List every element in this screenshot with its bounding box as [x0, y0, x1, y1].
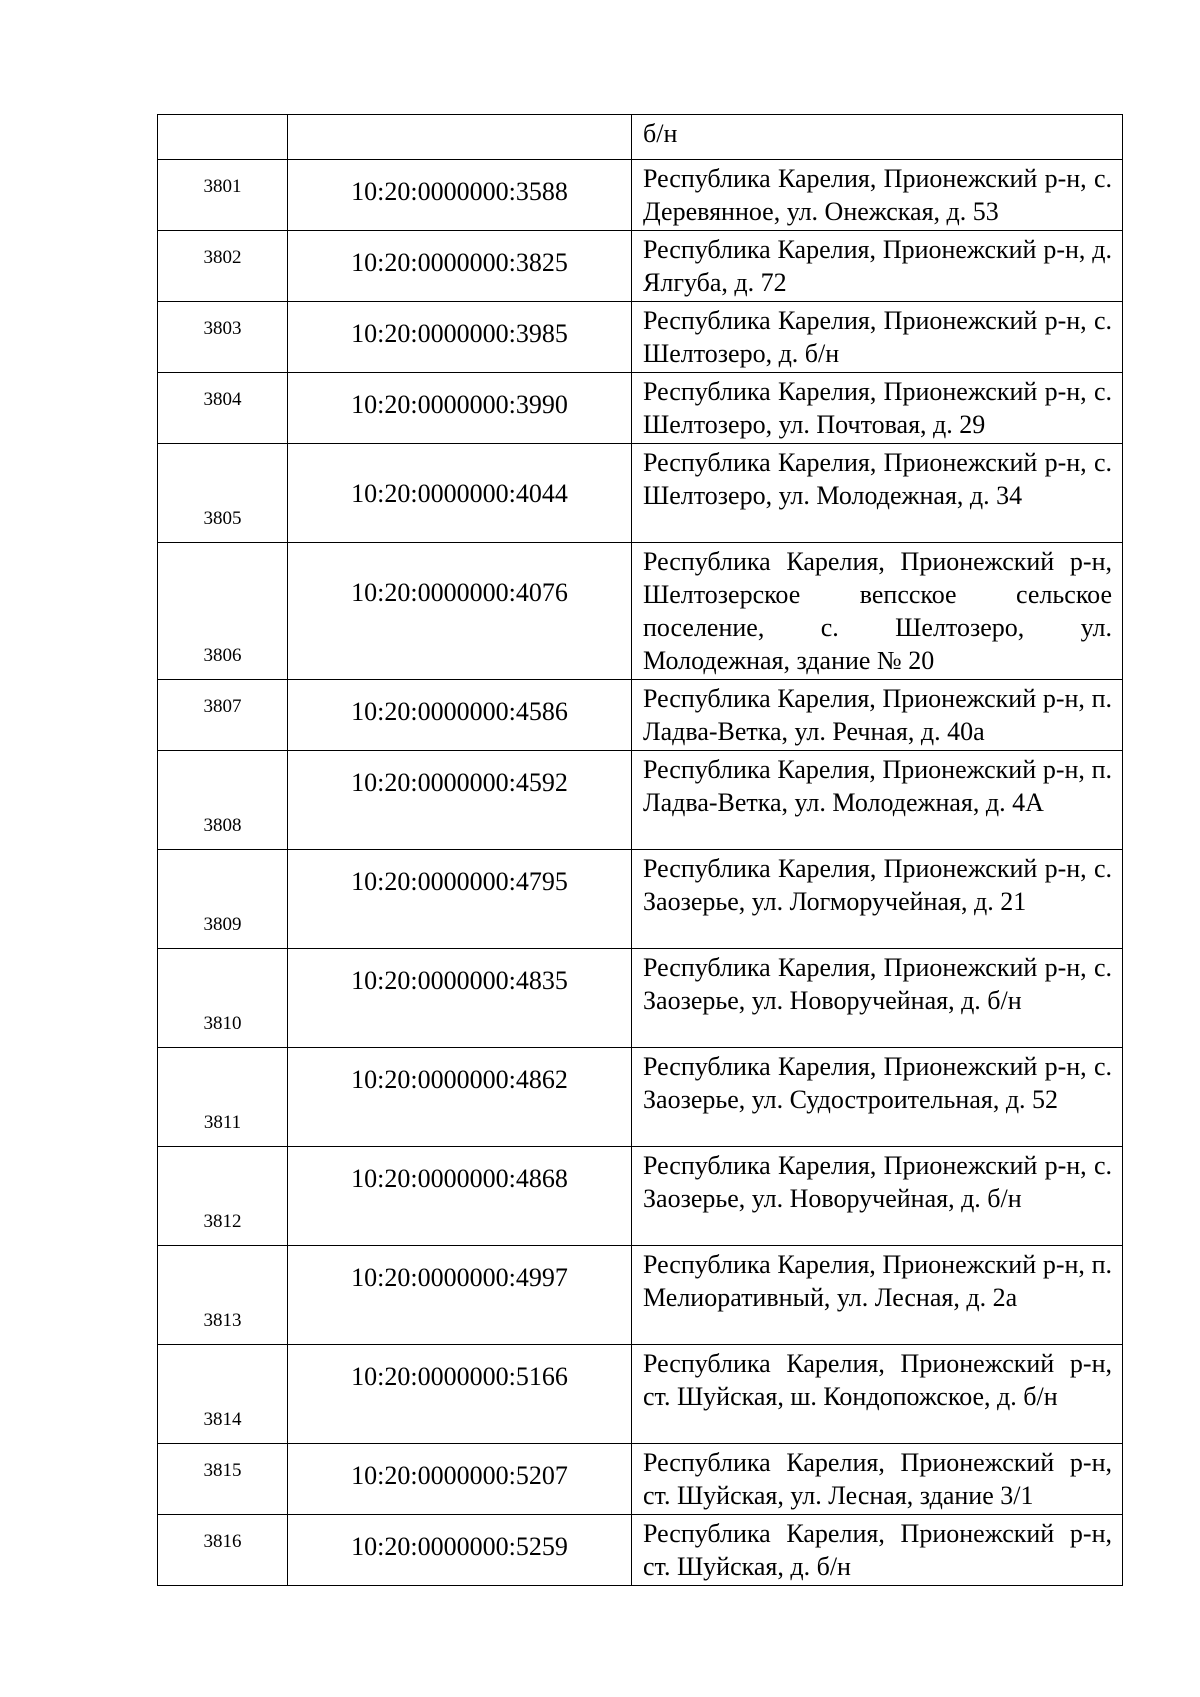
address-cell: б/н — [632, 115, 1123, 160]
cadastral-number-cell: 10:20:0000000:5207 — [288, 1444, 632, 1515]
cadastral-number-cell: 10:20:0000000:3990 — [288, 373, 632, 444]
table-row-continuation — [158, 115, 1123, 160]
cadastral-number-cell: 10:20:0000000:3985 — [288, 302, 632, 373]
address-cell: Республика Карелия, Прионежский р-н, п. Мелиоративный, ул. Лесная, д. 2а — [632, 1246, 1123, 1345]
table-row — [158, 1246, 1123, 1345]
table-row — [158, 373, 1123, 444]
row-number-cell: 3801 — [158, 160, 288, 231]
address-cell: Республика Карелия, Прионежский р-н, ст. Шуйская, д. б/н — [632, 1515, 1123, 1586]
cadastral-number-cell: 10:20:0000000:4862 — [288, 1048, 632, 1147]
row-number-cell: 3807 — [158, 680, 288, 751]
cadastral-number-cell: 10:20:0000000:3588 — [288, 160, 632, 231]
row-number-cell: 3804 — [158, 373, 288, 444]
address-cell: Республика Карелия, Прионежский р-н, с. Заозерье, ул. Судостроительная, д. 52 — [632, 1048, 1123, 1147]
row-number-cell: 3811 — [158, 1048, 288, 1147]
table-row — [158, 1515, 1123, 1586]
cadastral-number-cell — [288, 115, 632, 160]
row-number-cell: 3805 — [158, 444, 288, 543]
table-row — [158, 1345, 1123, 1444]
cadastral-number-cell: 10:20:0000000:5259 — [288, 1515, 632, 1586]
row-number-cell: 3812 — [158, 1147, 288, 1246]
table-row — [158, 444, 1123, 543]
address-cell: Республика Карелия, Прионежский р-н, с. Заозерье, ул. Логморучейная, д. 21 — [632, 850, 1123, 949]
address-cell: Республика Карелия, Прионежский р-н, с. Шелтозеро, д. б/н — [632, 302, 1123, 373]
cadastral-number-cell: 10:20:0000000:4795 — [288, 850, 632, 949]
row-number-cell: 3802 — [158, 231, 288, 302]
address-cell: Республика Карелия, Прионежский р-н, с. Шелтозеро, ул. Почтовая, д. 29 — [632, 373, 1123, 444]
address-cell: Республика Карелия, Прионежский р-н, п. Ладва-Ветка, ул. Речная, д. 40а — [632, 680, 1123, 751]
table-row — [158, 751, 1123, 850]
cadastral-number-cell: 10:20:0000000:4835 — [288, 949, 632, 1048]
address-cell: Республика Карелия, Прионежский р-н, с. Шелтозеро, ул. Молодежная, д. 34 — [632, 444, 1123, 543]
table-row — [158, 302, 1123, 373]
cadastral-number-cell: 10:20:0000000:4076 — [288, 543, 632, 680]
cadastral-number-cell: 10:20:0000000:3825 — [288, 231, 632, 302]
cadastral-number-cell: 10:20:0000000:5166 — [288, 1345, 632, 1444]
row-number-cell: 3814 — [158, 1345, 288, 1444]
cadastral-number-cell: 10:20:0000000:4044 — [288, 444, 632, 543]
table-row — [158, 1444, 1123, 1515]
row-number-cell: 3803 — [158, 302, 288, 373]
table-row — [158, 949, 1123, 1048]
address-cell: Республика Карелия, Прионежский р-н, ст. Шуйская, ш. Кондопожское, д. б/н — [632, 1345, 1123, 1444]
address-cell: Республика Карелия, Прионежский р-н, д. Ялгуба, д. 72 — [632, 231, 1123, 302]
row-number-cell: 3808 — [158, 751, 288, 850]
row-number-cell: 3813 — [158, 1246, 288, 1345]
row-number-cell: 3806 — [158, 543, 288, 680]
cadastral-number-cell: 10:20:0000000:4586 — [288, 680, 632, 751]
table-row — [158, 1048, 1123, 1147]
address-cell: Республика Карелия, Прионежский р-н, с. Деревянное, ул. Онежская, д. 53 — [632, 160, 1123, 231]
table-row — [158, 160, 1123, 231]
row-number-cell: 3810 — [158, 949, 288, 1048]
address-cell: Республика Карелия, Прионежский р-н, ст. Шуйская, ул. Лесная, здание 3/1 — [632, 1444, 1123, 1515]
address-cell: Республика Карелия, Прионежский р-н, с. Заозерье, ул. Новоручейная, д. б/н — [632, 1147, 1123, 1246]
row-number-cell: 3809 — [158, 850, 288, 949]
address-cell: Республика Карелия, Прионежский р-н, с. Заозерье, ул. Новоручейная, д. б/н — [632, 949, 1123, 1048]
address-cell: Республика Карелия, Прионежский р-н, п. Ладва-Ветка, ул. Молодежная, д. 4А — [632, 751, 1123, 850]
cadastral-number-cell: 10:20:0000000:4592 — [288, 751, 632, 850]
cadastral-number-cell: 10:20:0000000:4868 — [288, 1147, 632, 1246]
row-number-cell — [158, 115, 288, 160]
cadastral-number-cell: 10:20:0000000:4997 — [288, 1246, 632, 1345]
table-row — [158, 680, 1123, 751]
property-register-table — [157, 114, 1123, 1586]
table-row — [158, 850, 1123, 949]
table-row — [158, 543, 1123, 680]
address-cell: Республика Карелия, Прионежский р-н, Шелтозерское вепсское сельское поселение, с. Шелтозеро, ул. Молодежная, здание № 20 — [632, 543, 1123, 680]
row-number-cell: 3815 — [158, 1444, 288, 1515]
table-row — [158, 1147, 1123, 1246]
row-number-cell: 3816 — [158, 1515, 288, 1586]
table-row — [158, 231, 1123, 302]
